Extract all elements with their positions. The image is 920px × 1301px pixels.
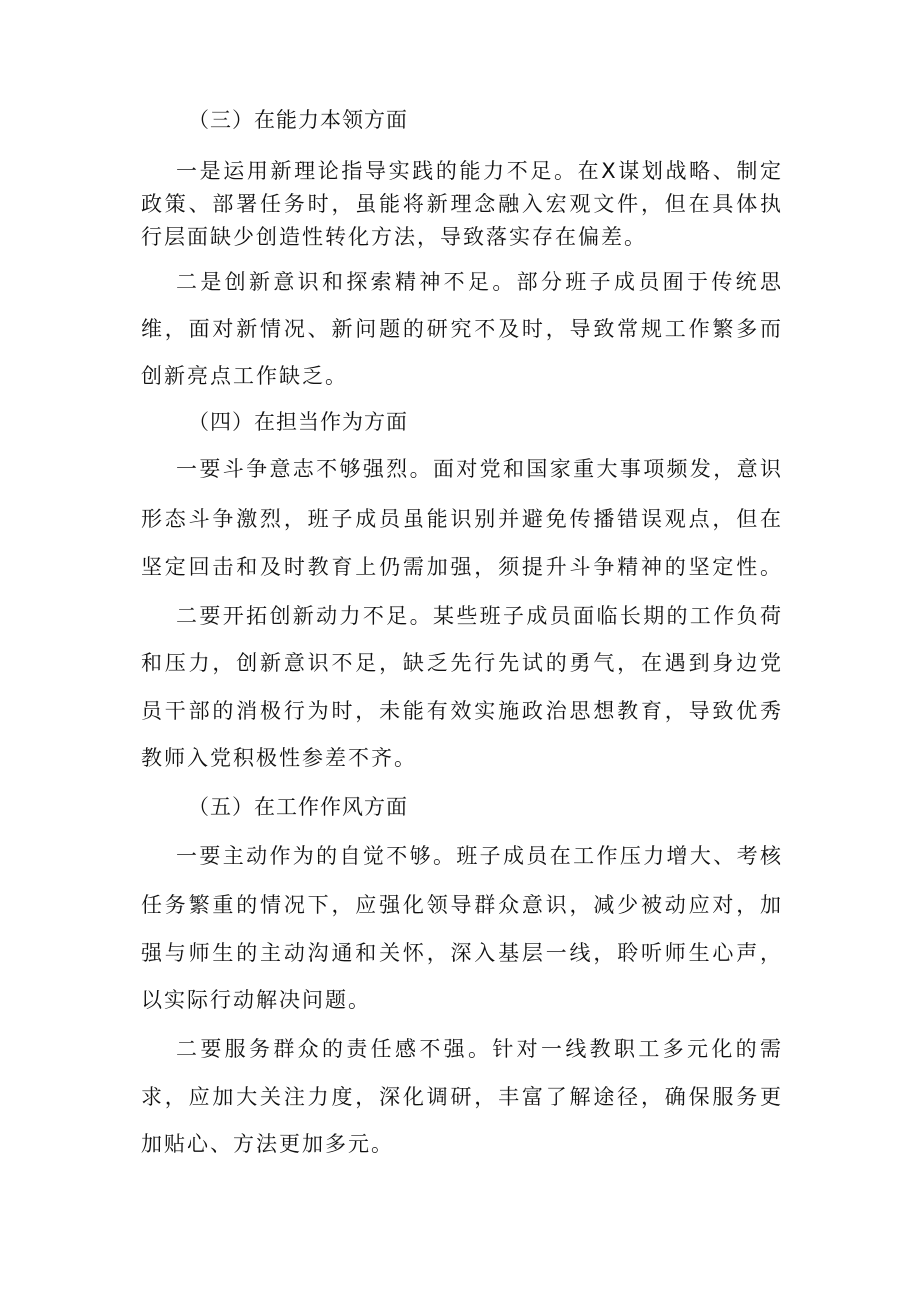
section-heading-5: （五）在工作作风方面 bbox=[188, 795, 408, 819]
paragraph-line: 形态斗争激烈，班子成员虽能识别并避免传播错误观点，但在 bbox=[141, 507, 781, 531]
paragraph-line: 创新亮点工作缺乏。 bbox=[141, 364, 348, 388]
paragraph-line: 求，应加大关注力度，深化调研，丰富了解途径，确保服务更 bbox=[141, 1085, 781, 1109]
paragraph-line: 一是运用新理论指导实践的能力不足。在X谋划战略、制定 bbox=[176, 159, 781, 183]
paragraph-line: 一要斗争意志不够强烈。面对党和国家重大事项频发，意识 bbox=[176, 457, 781, 481]
paragraph-line: 二要服务群众的责任感不强。针对一线教职工多元化的需 bbox=[176, 1037, 781, 1061]
paragraph-line: 二是创新意识和探索精神不足。部分班子成员囿于传统思 bbox=[176, 270, 781, 294]
paragraph-line: 强与师生的主动沟通和关怀，深入基层一线，聆听师生心声， bbox=[141, 941, 781, 965]
paragraph-line: 员干部的消极行为时，未能有效实施政治思想教育，导致优秀 bbox=[141, 699, 781, 723]
section-heading-4: （四）在担当作为方面 bbox=[188, 410, 408, 434]
section-heading-3: （三）在能力本领方面 bbox=[188, 108, 408, 132]
paragraph-line: 以实际行动解决问题。 bbox=[141, 988, 371, 1012]
paragraph-line: 加贴心、方法更加多元。 bbox=[141, 1132, 394, 1156]
paragraph-line: 坚定回击和及时教育上仍需加强，须提升斗争精神的坚定性。 bbox=[141, 555, 781, 579]
paragraph-line: 教师入党积极性参差不齐。 bbox=[141, 746, 417, 770]
paragraph-line: 一要主动作为的自觉不够。班子成员在工作压力增大、考核 bbox=[176, 844, 781, 868]
paragraph-line: 二要开拓创新动力不足。某些班子成员面临长期的工作负荷 bbox=[176, 604, 781, 628]
paragraph-line: 和压力，创新意识不足，缺乏先行先试的勇气，在遇到身边党 bbox=[141, 651, 781, 675]
paragraph-line: 政策、部署任务时，虽能将新理念融入宏观文件，但在具体执 bbox=[141, 192, 781, 216]
paragraph-line: 维，面对新情况、新问题的研究不及时，导致常规工作繁多而 bbox=[141, 317, 781, 341]
paragraph-line: 行层面缺少创造性转化方法，导致落实存在偏差。 bbox=[141, 225, 647, 249]
paragraph-line: 任务繁重的情况下，应强化领导群众意识，减少被动应对，加 bbox=[141, 893, 781, 917]
